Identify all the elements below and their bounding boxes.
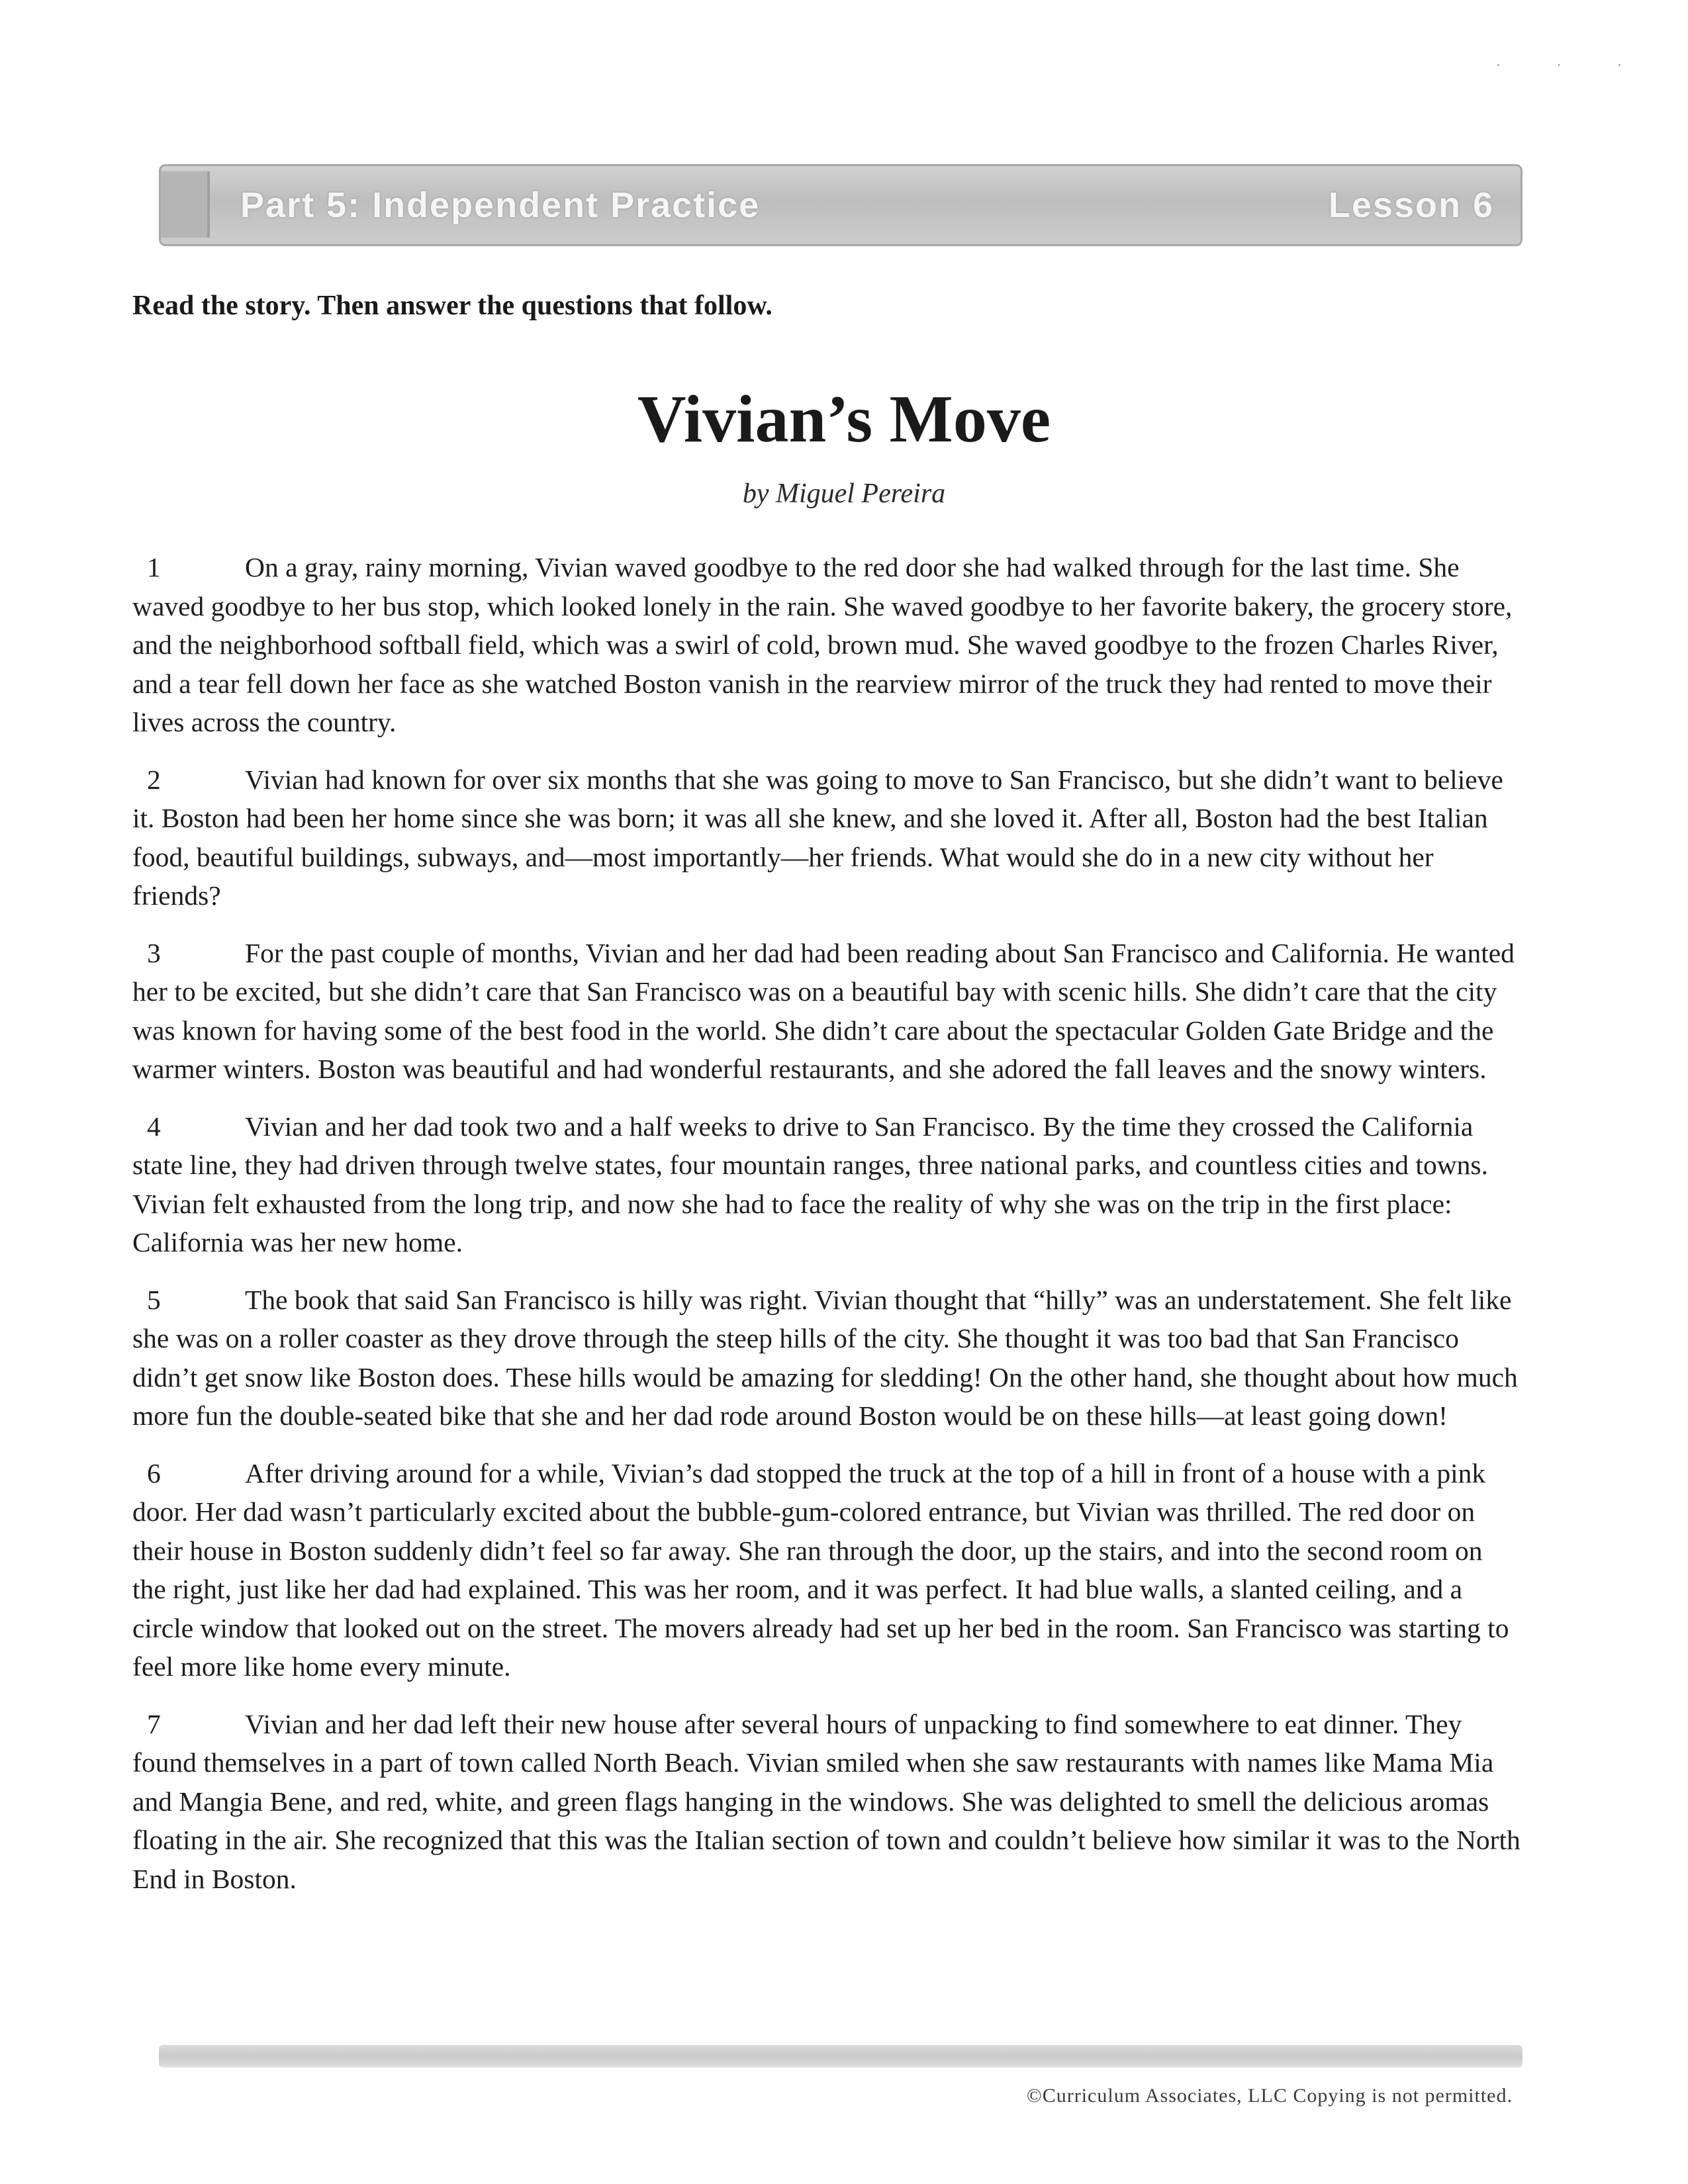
scan-artifact-marks: · · · [1496, 58, 1648, 73]
instructions: Read the story. Then answer the questions that follow. [132, 291, 773, 321]
paragraph-text: Vivian and her dad left their new house after several hours of unpacking to find somewhere to eat dinner. They found themselves in a part of town called North Beach. Vivian smiled when she saw restaurants with names like Mama Mia and Mangia Bene, and red, white, and green flags hanging in the windows. She was delighted to smell the delicious aromas floating in the air. She recognized that this was the Italian section of town and couldn’t believe how similar it was to the North End in Boston. [132, 1708, 1521, 1894]
story-paragraph [132, 548, 1523, 742]
story-paragraph [132, 760, 1523, 915]
paragraph-number: 6 [147, 1457, 161, 1488]
paragraph-number: 7 [147, 1708, 161, 1739]
paragraph-number: 2 [147, 764, 161, 795]
paragraph-text: Vivian and her dad took two and a half weeks to drive to San Francisco. By the time they crossed the California state line, they had driven through twelve states, four mountain ranges, three national parks, and countless cities and towns. Vivian felt exhausted from the long trip, and now she had to face the reality of why she was on the trip in the first place: California was her new home. [132, 1111, 1488, 1257]
story-body [132, 548, 1523, 1917]
story-paragraph [132, 1107, 1523, 1262]
story-paragraph [132, 1705, 1523, 1899]
paragraph-text: For the past couple of months, Vivian and her dad had been reading about San Francisco and California. He wanted her to be excited, but she didn’t care that San Francisco was on a beautiful bay with scenic hills. She didn’t care that the city was known for having some of the best food in the world. She didn’t care about the spectacular Golden Gate Bridge and the warmer winters. Boston was beautiful and had wonderful restaurants, and she adored the fall leaves and the snowy winters. [132, 937, 1515, 1084]
paragraph-text: On a gray, rainy morning, Vivian waved goodbye to the red door she had walked through for the last time. She waved goodbye to her bus stop, which looked lonely in the rain. She waved goodbye to her favorite bakery, the grocery store, and the neighborhood softball field, which was a swirl of cold, brown mud. She waved goodbye to the frozen Charles River, and a tear fell down her face as she watched Boston vanish in the rearview mirror of the truck they had rented to move their lives across the country. [132, 552, 1513, 737]
header-lesson-label: Lesson 6 [1328, 185, 1494, 225]
paragraph-text: After driving around for a while, Vivian’s dad stopped the truck at the top of a hill in front of a house with a pink door. Her dad wasn’t particularly excited about the bubble-gum-colored entrance, but Vivian was thrilled. The red door on their house in Boston suddenly didn’t feel so far away. She ran through the door, up the stairs, and into the second room on the right, just like her dad had explained. This was her room, and it was perfect. It had blue walls, a slanted ceiling, and a circle window that looked out on the street. The movers already had set up her bed in the room. San Francisco was starting to feel more like home every minute. [132, 1457, 1509, 1682]
story-title: Vivian’s Move [637, 382, 1051, 457]
story-byline: by Miguel Pereira [742, 478, 946, 509]
paragraph-number: 3 [147, 937, 161, 968]
paragraph-number: 1 [147, 552, 161, 582]
footer-bar [159, 2045, 1523, 2068]
paragraph-text: The book that said San Francisco is hilly was right. Vivian thought that “hilly” was an understatement. She felt like she was on a roller coaster as they drove through the steep hills of the city. She thought it was too bad that San Francisco didn’t get snow like Boston does. These hills would be amazing for sledding! On the other hand, she thought about how much more fun the double-seated bike that she and her dad rode around Boston would be on these hills—at least going down! [132, 1284, 1518, 1431]
header-section-label: Part 5: Independent Practice [240, 185, 761, 225]
header-tab [161, 171, 210, 238]
story-paragraph [132, 1454, 1523, 1686]
paragraph-number: 4 [147, 1111, 161, 1142]
paragraph-number: 5 [147, 1284, 161, 1315]
story-paragraph [132, 1281, 1523, 1435]
footer-copyright: ©Curriculum Associates, LLC Copying is not permitted. [1026, 2085, 1513, 2107]
story-paragraph [132, 934, 1523, 1089]
paragraph-text: Vivian had known for over six months that she was going to move to San Francisco, but she didn’t want to believe it. Boston had been her home since she was born; it was all she knew, and she loved it. After all, Boston had the best Italian food, beautiful buildings, subways, and—most importantly—her friends. What would she do in a new city without her friends? [132, 764, 1503, 911]
header-banner [159, 164, 1523, 246]
